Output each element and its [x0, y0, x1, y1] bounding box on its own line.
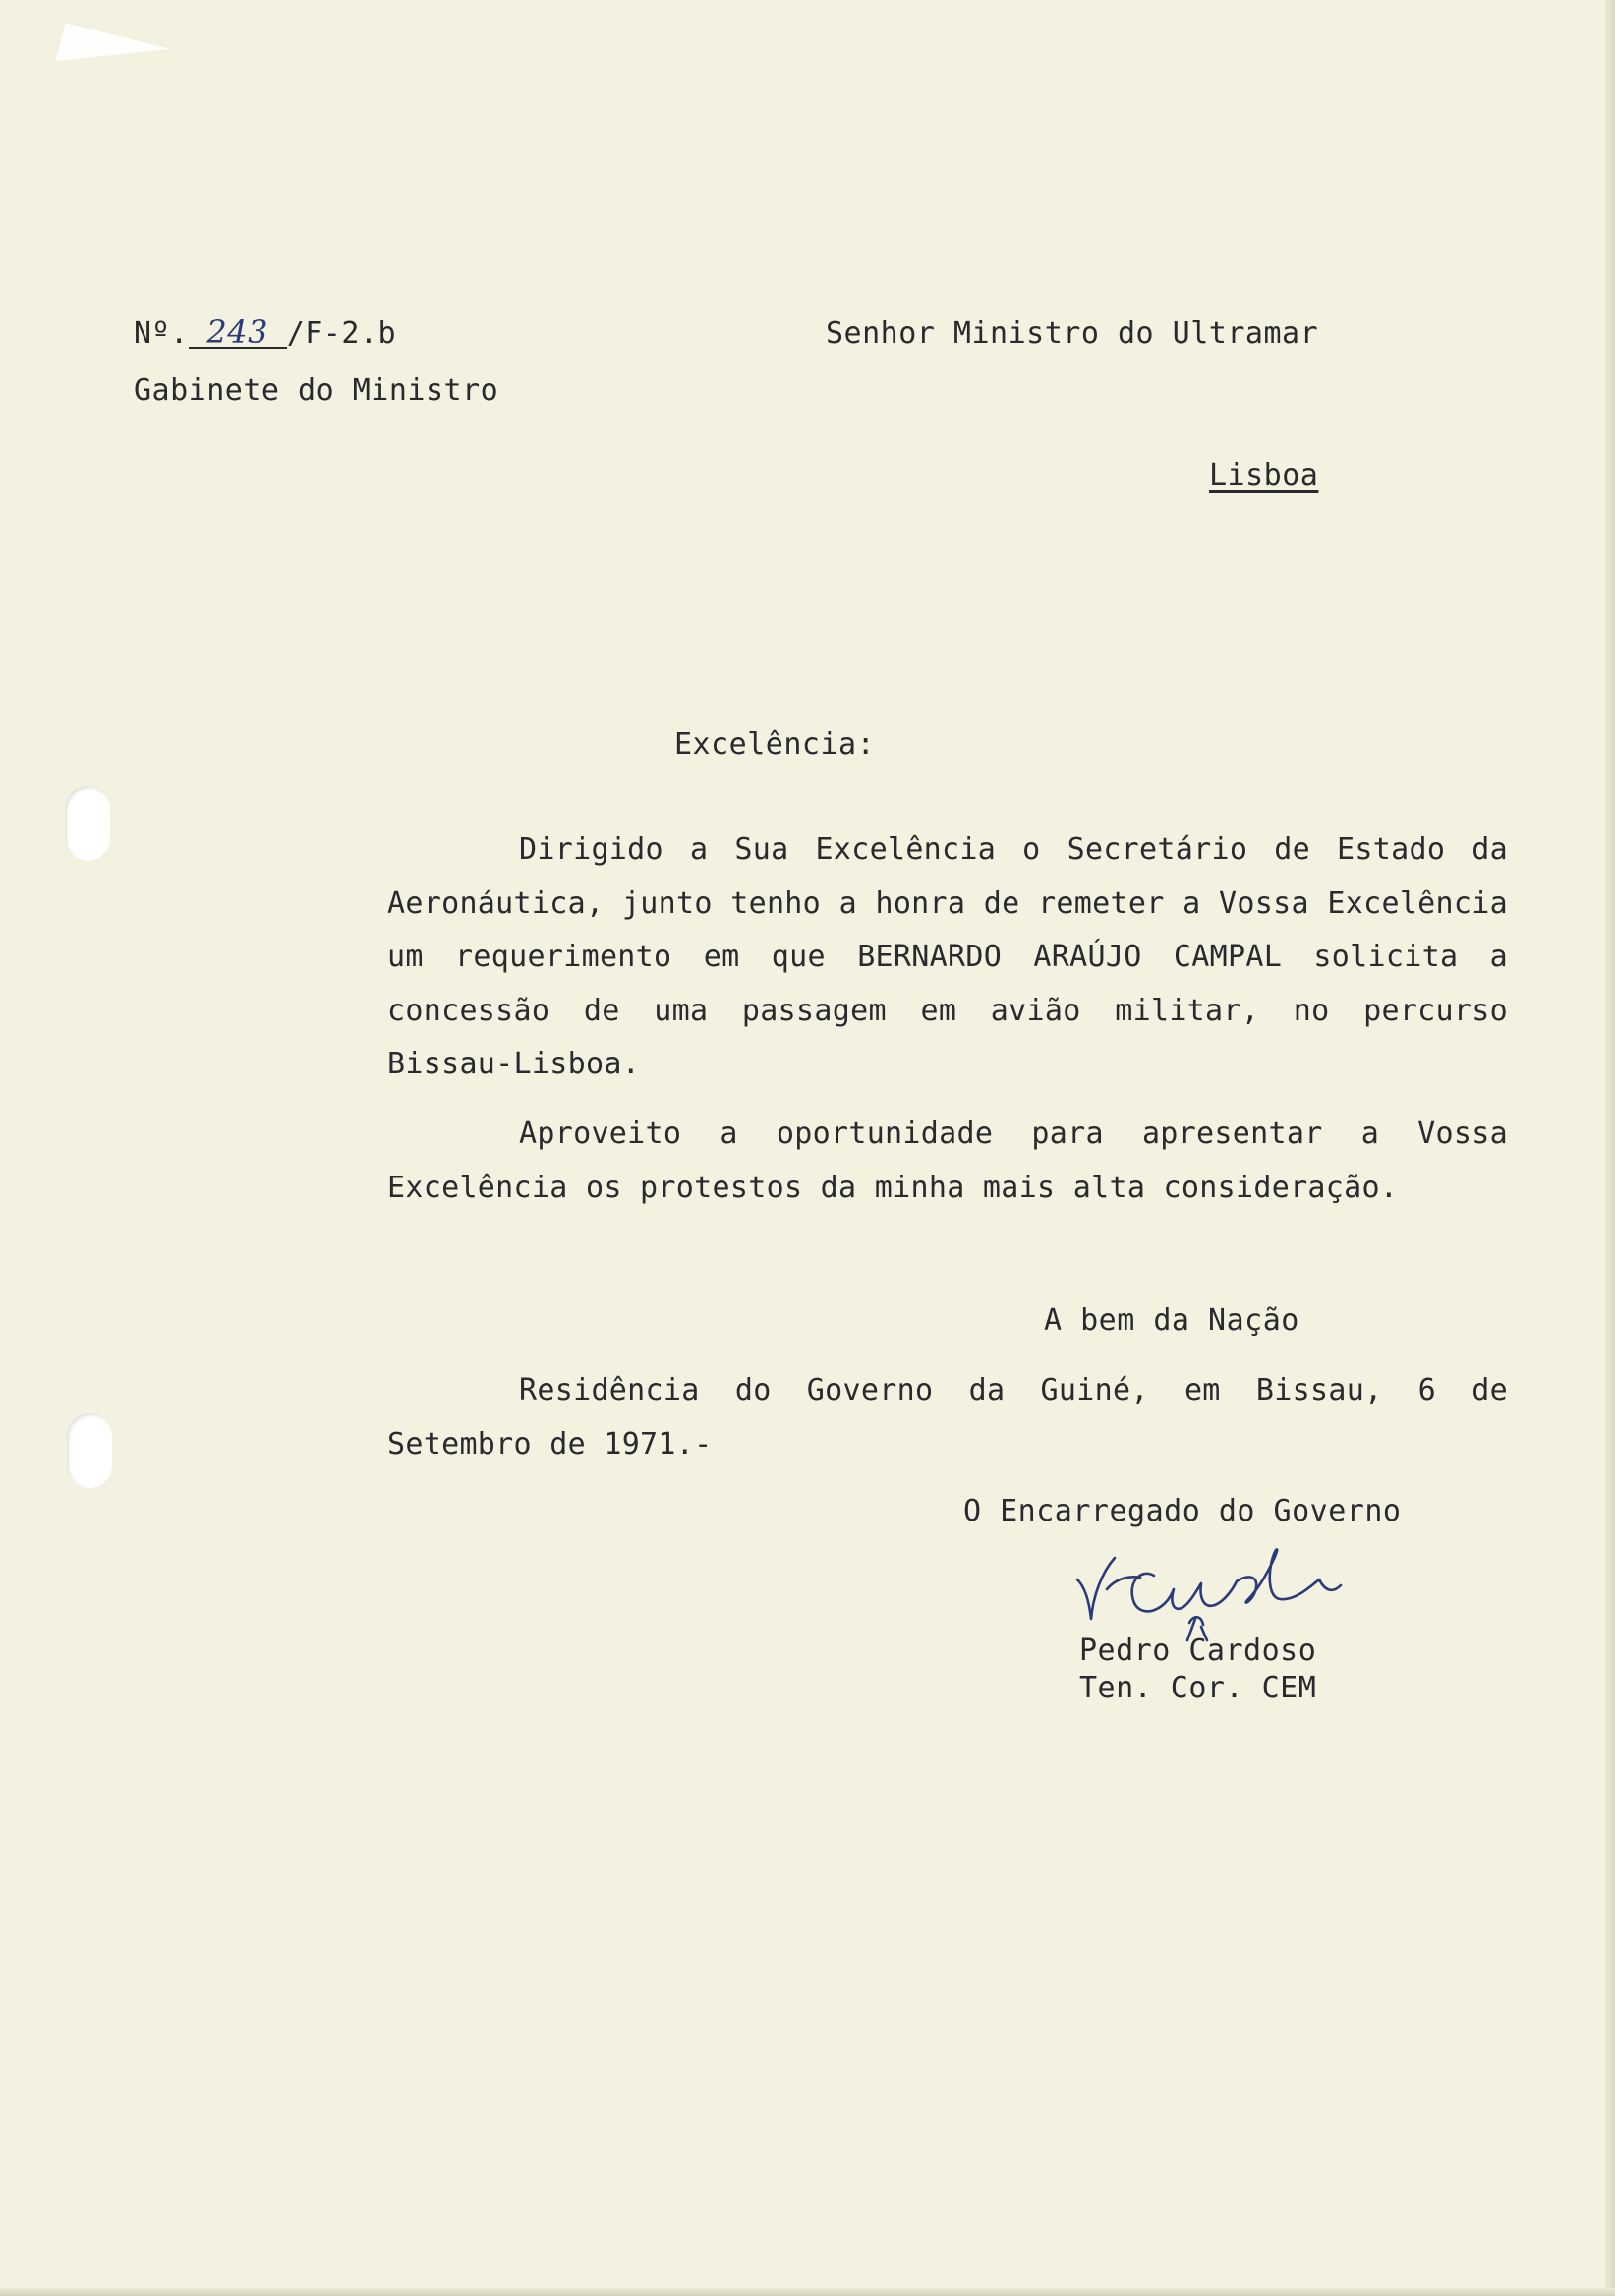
reference-number-line: [134, 316, 396, 352]
punch-hole-bottom: [67, 1413, 112, 1488]
closing-phrase: A bem da Nação: [1044, 1303, 1299, 1338]
salutation: Excelência:: [674, 727, 876, 762]
signer-title: O Encarregado do Governo: [963, 1494, 1402, 1528]
addressee: Senhor Ministro do Ultramar: [826, 316, 1319, 351]
signer-name: Pedro Cardoso: [1079, 1634, 1317, 1668]
page-edge-right: [1605, 0, 1615, 2296]
handwritten-signature: [1071, 1528, 1347, 1646]
body-paragraph-2-text: Aproveito a oportunidade para apresentar a Vossa Excelência os protestos da minha mais alta consideração.: [387, 1117, 1508, 1205]
body-paragraph-1-text: Dirigido a Sua Excelência o Secretário de Estado da Aeronáutica, junto tenho a honra de remeter a Vossa Excelência um requerimento em que BERNARDO ARAÚJO CAMPAL solicita a concessão de uma passagem em avião militar, no percurso Bissau-Lisboa.: [387, 832, 1508, 1081]
body-paragraph-1: [387, 824, 1508, 1092]
reference-prefix: Nº.: [134, 316, 189, 351]
reference-suffix: /F-2.b: [286, 316, 397, 351]
place-date-text: Residência do Governo da Guiné, em Bissau, 6 de Setembro de 1971.-: [387, 1373, 1508, 1462]
signer-rank: Ten. Cor. CEM: [1079, 1671, 1317, 1705]
page-edge-bottom: [0, 2288, 1615, 2296]
body-paragraph-2: [387, 1108, 1508, 1215]
office-name: Gabinete do Ministro: [134, 373, 499, 408]
place-date-paragraph: [387, 1364, 1508, 1471]
destination-city: Lisboa: [1209, 458, 1319, 492]
reference-number-handwritten: 243: [189, 317, 287, 349]
punch-hole-top: [65, 786, 110, 861]
